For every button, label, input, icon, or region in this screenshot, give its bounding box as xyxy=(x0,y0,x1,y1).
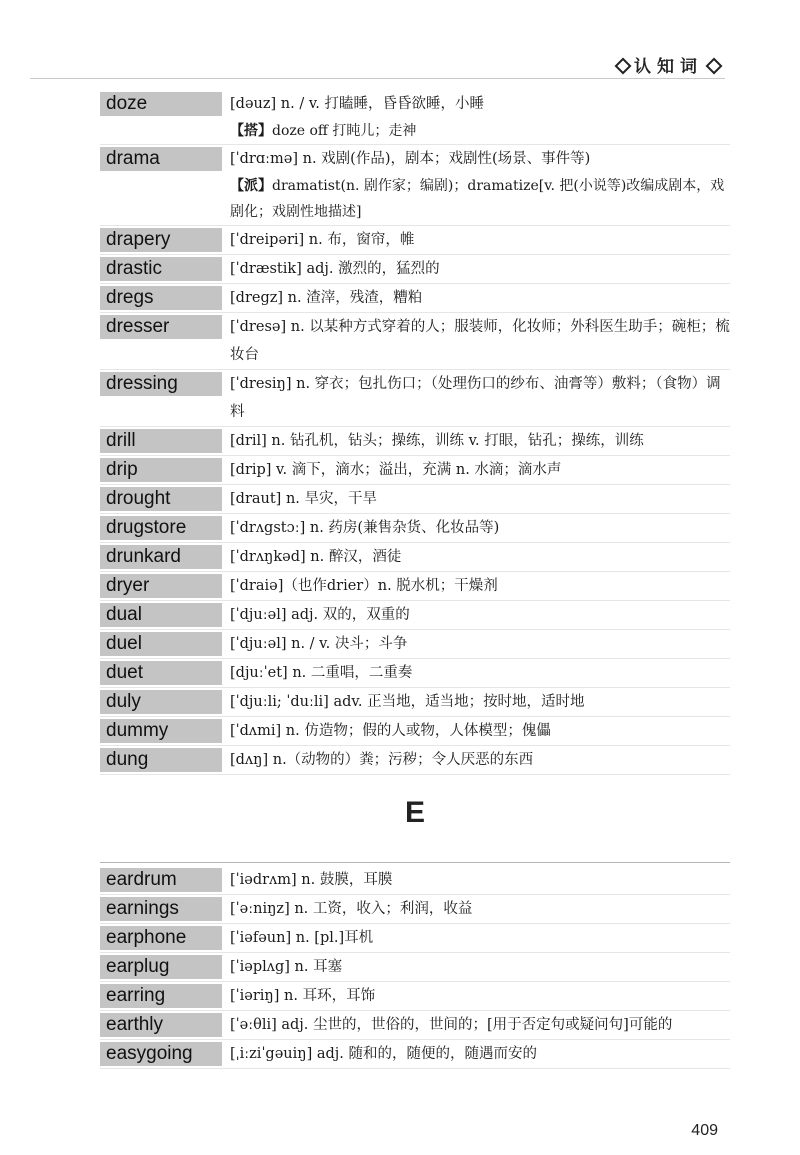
sub-tag: 【搭】 xyxy=(230,123,272,139)
page-number: 409 xyxy=(691,1122,718,1139)
diamond-icon xyxy=(706,58,723,75)
entry-definition: [ˈdraiə]（也作drier）n. 脱水机；干燥剂 xyxy=(230,578,498,594)
entry-row xyxy=(100,145,730,226)
d-entry-list xyxy=(100,90,730,775)
entry-word: earnings xyxy=(100,897,222,921)
entry-row xyxy=(100,866,730,895)
entry-row xyxy=(100,313,730,370)
entry-definition: [dregz] n. 渣滓，残渣，糟粕 xyxy=(230,290,423,306)
page-header xyxy=(30,52,725,79)
entry-row xyxy=(100,895,730,924)
entry-definition: [ˈdreipəri] n. 布，窗帘，帷 xyxy=(230,232,415,248)
entry-sub xyxy=(230,173,730,225)
entry-row xyxy=(100,1011,730,1040)
entry-definition: [ˈdrʌgstɔː] n. 药房(兼售杂货、化妆品等) xyxy=(230,520,500,536)
entry-word: doze xyxy=(100,92,222,116)
entry-definition: [ˈiəplʌg] n. 耳塞 xyxy=(230,959,343,975)
entry-definition: [ˈdjuːli; ˈduːli] adv. 正当地，适当地；按时地，适时地 xyxy=(230,694,585,710)
header-title xyxy=(612,52,725,77)
entry-definition: [draut] n. 旱灾，干旱 xyxy=(230,491,378,507)
entry-word: earplug xyxy=(100,955,222,979)
entry-word: earring xyxy=(100,984,222,1008)
entry-word: dryer xyxy=(100,574,222,598)
entry-definition: [ˈdresə] n. 以某种方式穿着的人；服装师，化妆师；外科医生助手；碗柜；梳妆台 xyxy=(230,319,730,363)
entry-word: dressing xyxy=(100,372,222,396)
entry-word: duly xyxy=(100,690,222,714)
entry-word: dregs xyxy=(100,286,222,310)
entry-definition: [ˈiədrʌm] n. 鼓膜，耳膜 xyxy=(230,872,393,888)
entry-definition: [ˈdʌmi] n. 仿造物；假的人或物，人体模型；傀儡 xyxy=(230,723,551,739)
sub-text: dramatist(n. 剧作家；编剧)；dramatize[v. 把(小说等)改编成剧本，戏剧化；戏剧性地描述] xyxy=(230,178,725,220)
entry-row xyxy=(100,659,730,688)
entry-word: dung xyxy=(100,748,222,772)
entry-row xyxy=(100,1040,730,1069)
entry-definition: [ˈdrʌŋkəd] n. 醉汉，酒徒 xyxy=(230,549,402,565)
entry-definition: [drip] v. 滴下，滴水；溢出，充满 n. 水滴；滴水声 xyxy=(230,462,562,478)
entry-row xyxy=(100,630,730,659)
entry-word: drought xyxy=(100,487,222,511)
entry-definition xyxy=(222,145,730,225)
entry-definition: [dʌŋ] n.（动物的）粪；污秽；令人厌恶的东西 xyxy=(230,752,534,768)
entry-row xyxy=(100,284,730,313)
entry-row xyxy=(100,953,730,982)
entry-word: drastic xyxy=(100,257,222,281)
entry-definition: [ˈdresiŋ] n. 穿衣；包扎伤口；（处理伤口的纱布、油膏等）敷料；（食物）调料 xyxy=(230,376,721,420)
entry-sub xyxy=(230,118,730,144)
entry-row xyxy=(100,90,730,145)
sub-text: doze off 打盹儿；走神 xyxy=(272,123,417,139)
entry-row xyxy=(100,514,730,543)
entry-word: eardrum xyxy=(100,868,222,892)
e-entry-list xyxy=(100,866,730,1069)
entry-definition: [ˈdræstik] adj. 激烈的，猛烈的 xyxy=(230,261,440,277)
entry-word: dummy xyxy=(100,719,222,743)
entry-row xyxy=(100,601,730,630)
entry-word: drip xyxy=(100,458,222,482)
diamond-icon xyxy=(615,58,632,75)
entry-word: drill xyxy=(100,429,222,453)
entry-word: easygoing xyxy=(100,1042,222,1066)
header-title-text: 认知词 xyxy=(634,57,703,77)
entry-word: dual xyxy=(100,603,222,627)
entry-row xyxy=(100,924,730,953)
entry-definition: [dril] n. 钻孔机，钻头；操练，训练 v. 打眼，钻孔；操练，训练 xyxy=(230,433,644,449)
entry-row xyxy=(100,456,730,485)
entry-word: drapery xyxy=(100,228,222,252)
section-divider xyxy=(100,862,730,863)
entry-word: duel xyxy=(100,632,222,656)
entry-definition: [ˈdjuːəl] n. / v. 决斗；斗争 xyxy=(230,636,408,652)
entry-word: earthly xyxy=(100,1013,222,1037)
entry-definition: [ˈəːθli] adj. 尘世的，世俗的，世间的；[用于否定句或疑问句]可能的 xyxy=(230,1017,673,1033)
entry-row xyxy=(100,688,730,717)
entry-row xyxy=(100,717,730,746)
entry-word: duet xyxy=(100,661,222,685)
entry-definition: [djuːˈet] n. 二重唱，二重奏 xyxy=(230,665,413,681)
entry-definition-text: [ˈdrɑːmə] n. 戏剧(作品)，剧本；戏剧性(场景、事件等) xyxy=(230,151,591,167)
entry-word: drunkard xyxy=(100,545,222,569)
entry-word: drama xyxy=(100,147,222,171)
entry-definition: [ˈiəfəun] n. [pl.]耳机 xyxy=(230,930,374,946)
entry-row xyxy=(100,255,730,284)
entry-row xyxy=(100,746,730,775)
entry-word: dresser xyxy=(100,315,222,339)
entry-definition: [ˈiəriŋ] n. 耳环，耳饰 xyxy=(230,988,376,1004)
entry-row xyxy=(100,543,730,572)
entry-row xyxy=(100,485,730,514)
entry-row xyxy=(100,370,730,427)
entry-definition: [ˈəːniŋz] n. 工资，收入；利润，收益 xyxy=(230,901,473,917)
sub-tag: 【派】 xyxy=(230,178,272,194)
entry-definition xyxy=(222,90,730,144)
entry-definition-text: [dəuz] n. / v. 打瞌睡，昏昏欲睡，小睡 xyxy=(230,96,485,112)
entry-definition: [ˌiːziˈgəuiŋ] adj. 随和的，随便的，随遇而安的 xyxy=(230,1046,538,1062)
section-letter: E xyxy=(404,796,425,829)
entry-row xyxy=(100,427,730,456)
entry-row xyxy=(100,226,730,255)
entry-row xyxy=(100,982,730,1011)
entry-row xyxy=(100,572,730,601)
entry-definition: [ˈdjuːəl] adj. 双的，双重的 xyxy=(230,607,410,623)
entry-word: drugstore xyxy=(100,516,222,540)
entry-word: earphone xyxy=(100,926,222,950)
